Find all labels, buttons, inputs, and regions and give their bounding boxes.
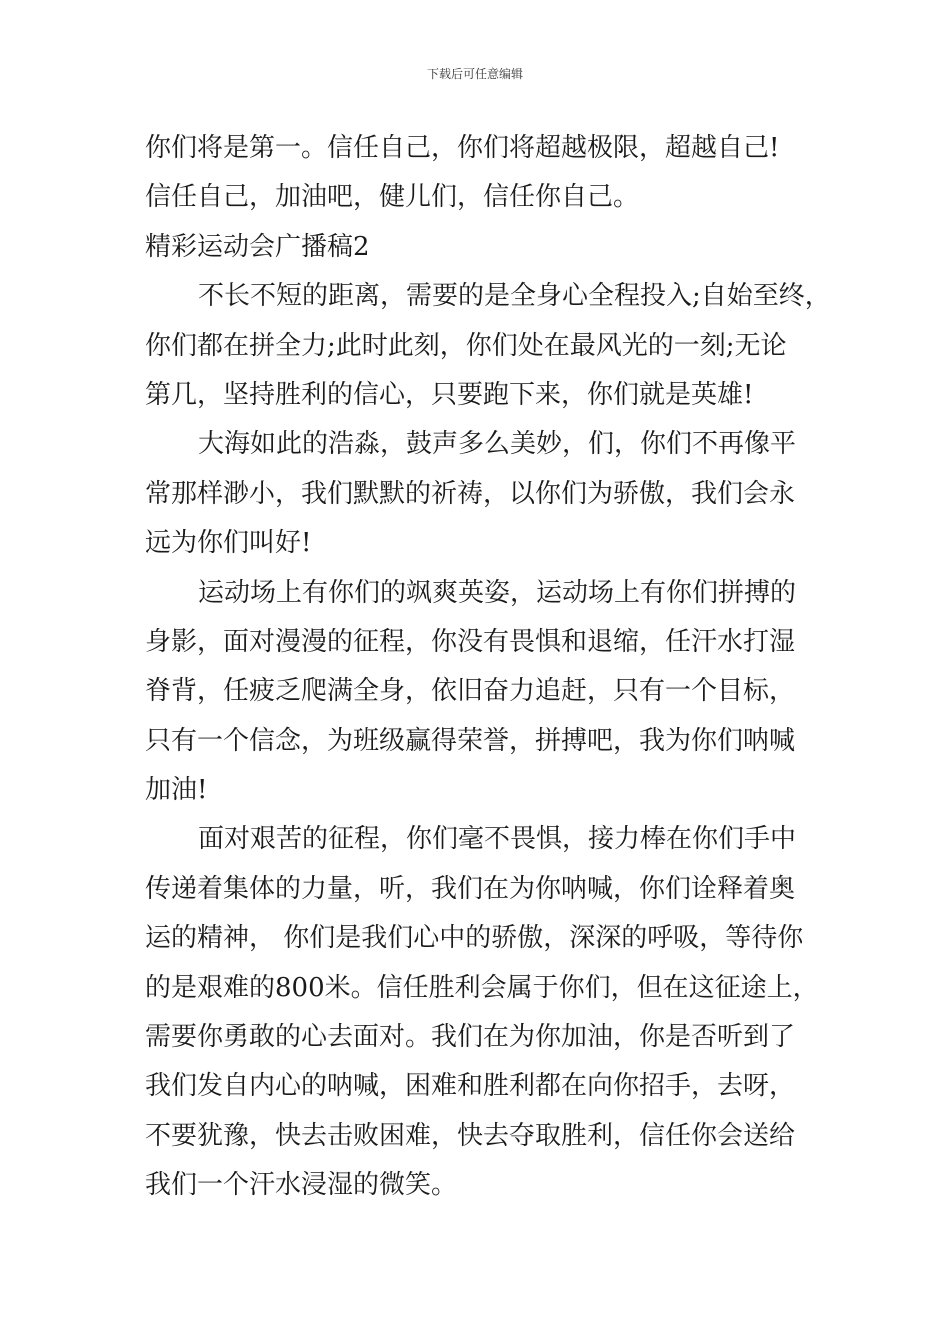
text-line: 需要你勇敢的心去面对。我们在为你加油，你是否听到了 (145, 1022, 796, 1053)
paragraph-first-line: 面对艰苦的征程，你们毫不畏惧，接力棒在你们手中 (198, 824, 797, 855)
text-line: 你们都在拼全力;此时此刻，你们处在最风光的一刻;无论 (145, 330, 787, 361)
paragraph-first-line: 大海如此的浩淼，鼓声多么美妙，们，你们不再像平 (198, 429, 797, 460)
text-line: 你们将是第一。信任自己，你们将超越极限，超越自己! (145, 133, 780, 163)
text-line: 第几，坚持胜利的信心，只要跑下来，你们就是英雄! (145, 379, 754, 410)
section-title: 精彩运动会广播稿2 (145, 231, 370, 262)
text-line: 加油! (145, 775, 208, 806)
text-line: 身影，面对漫漫的征程，你没有畏惧和退缩，任汗水打湿 (145, 626, 796, 657)
text-line: 传递着集体的力量，听，我们在为你呐喊，你们诠释着奥 (145, 873, 796, 904)
text-line: 我们一个汗水浸湿的微笑。 (145, 1170, 458, 1201)
text-line: 的是艰难的800米。信任胜利会属于你们，但在这征途上， (145, 972, 819, 1003)
text-line: 只有一个信念，为班级赢得荣誉，拼搏吧，我为你们呐喊 (145, 725, 796, 756)
paragraph-first-line: 不长不短的距离，需要的是全身心全程投入;自始至终， (198, 281, 831, 312)
text-line: 不要犹豫，快去击败困难，快去夺取胜利，信任你会送给 (145, 1120, 796, 1151)
text-line: 常那样渺小，我们默默的祈祷，以你们为骄傲，我们会永 (145, 478, 796, 509)
text-line: 运的精神， 你们是我们心中的骄傲，深深的呼吸，等待你 (145, 923, 804, 954)
page-header: 下载后可任意编辑 (426, 67, 523, 81)
text-line: 我们发自内心的呐喊，困难和胜利都在向你招手，去呀， (145, 1071, 796, 1102)
paragraph-first-line: 运动场上有你们的飒爽英姿，运动场上有你们拼搏的 (198, 577, 797, 608)
document-body (145, 124, 831, 1211)
text-line: 远为你们叫好! (145, 528, 312, 559)
text-line: 信任自己，加油吧，健儿们，信任你自己。 (145, 182, 640, 213)
text-line: 脊背，任疲乏爬满全身，依旧奋力追赶，只有一个目标， (145, 676, 796, 707)
